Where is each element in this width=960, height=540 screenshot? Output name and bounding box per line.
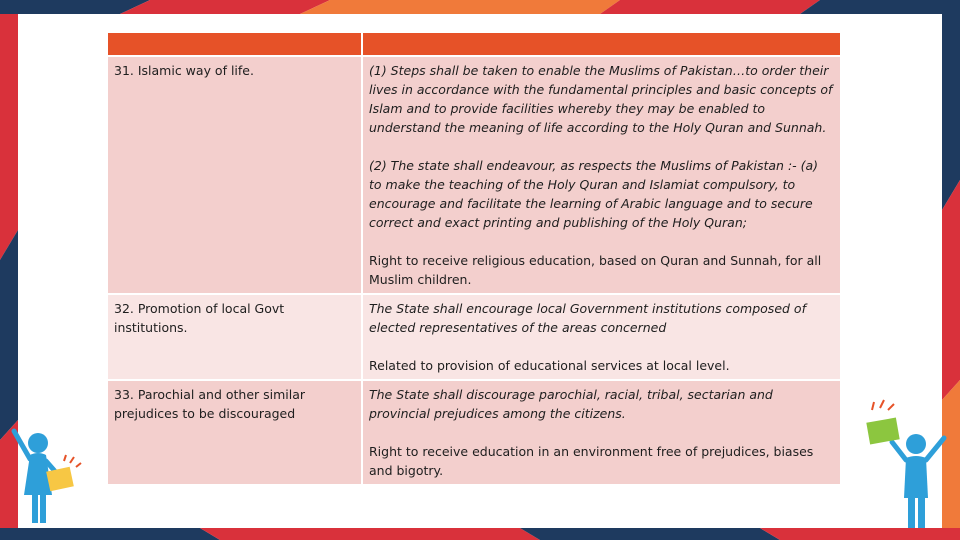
article-label: 33. Parochial and other similar prejudices to be discouraged xyxy=(108,381,363,486)
policy-table xyxy=(108,33,842,486)
article-paragraph: The State shall discourage parochial, racial, tribal, sectarian and provincial prejudices among the citizens. xyxy=(369,387,773,421)
frame-red-bottom xyxy=(200,528,540,540)
article-paragraph: The State shall encourage local Government institutions composed of elected representatives of the areas concerned xyxy=(369,301,806,335)
header-cell-1 xyxy=(108,33,363,57)
frame-red-top-right xyxy=(600,0,820,14)
article-text xyxy=(363,381,842,486)
article-text xyxy=(363,295,842,381)
table-row xyxy=(108,295,842,381)
frame-navy-bottom-right xyxy=(520,528,780,540)
article-paragraph: (2) The state shall endeavour, as respects the Muslims of Pakistan :- (a) to make the teaching of the Holy Quran and Islamiat compulsory, to encourage and facilitate the learning of Arabic language and to secure correct and exact printing and publishing of the Holy Quran; xyxy=(369,158,819,230)
table-row xyxy=(108,57,842,295)
article-paragraph: Related to provision of educational services at local level. xyxy=(369,358,730,373)
frame-navy-top-right xyxy=(800,0,960,14)
header-cell-2 xyxy=(363,33,842,57)
article-paragraph: Right to receive education in an environment free of prejudices, biases and bigotry. xyxy=(369,444,814,478)
frame-red-left xyxy=(0,14,18,260)
table-row xyxy=(108,381,842,486)
frame-red-right xyxy=(942,180,960,400)
article-paragraph: Right to receive religious education, based on Quran and Sunnah, for all Muslim children. xyxy=(369,253,822,287)
frame-red-top xyxy=(120,0,330,14)
child-reading-illustration xyxy=(8,425,88,530)
article-label: 31. Islamic way of life. xyxy=(108,57,363,295)
frame-navy-left xyxy=(0,230,18,440)
article-paragraph: (1) Steps shall be taken to enable the Muslims of Pakistan…to order their lives in accordance with the fundamental principles and basic concepts of Islam and to provide facilities whereby they may be enabled to understand the meaning of life according to the Holy Quran and Sunnah. xyxy=(369,63,833,135)
child-with-book-illustration xyxy=(858,398,950,530)
article-text xyxy=(363,57,842,295)
frame-navy-right xyxy=(942,14,960,210)
table-header-row xyxy=(108,33,842,57)
frame-orange-top xyxy=(300,0,620,14)
article-label: 32. Promotion of local Govt institutions. xyxy=(108,295,363,381)
